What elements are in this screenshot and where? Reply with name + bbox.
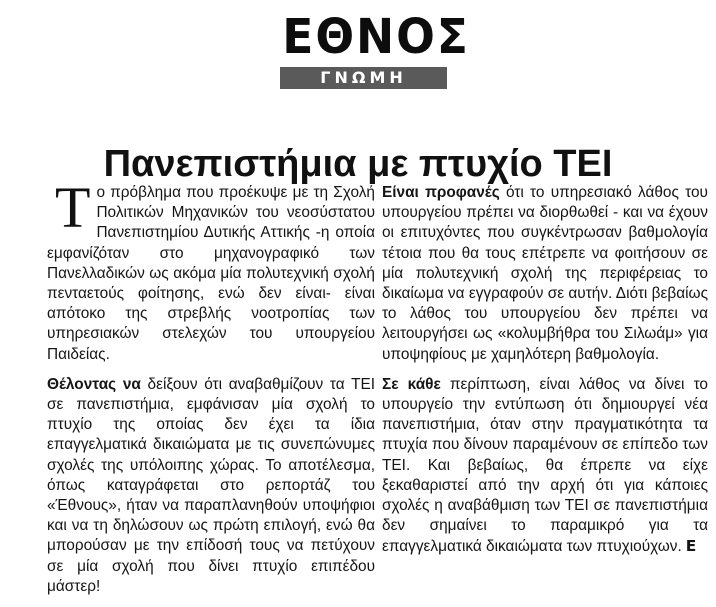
article-headline: Πανεπιστήμια με πτυχίο ΤΕΙ — [103, 143, 613, 186]
paragraph-3 — [382, 183, 708, 365]
paragraph-1 — [47, 175, 375, 365]
paragraph-lead: Θέλοντας να — [47, 375, 141, 393]
article-column-left — [47, 175, 376, 607]
article-column-right — [382, 183, 708, 568]
section-label: ΓΝΩΜΗ — [280, 67, 447, 89]
paragraph-lead: Είναι προφανές — [382, 184, 500, 201]
newspaper-name: ΕΘΝΟΣ — [282, 9, 470, 65]
paragraph-lead: Σε κάθε — [382, 375, 441, 393]
drop-cap: Τ — [55, 175, 91, 240]
paragraph-text: δείξουν ότι αναβαθμίζουν τα ΤΕΙ σε πανεπιστήμια, εμφάνισαν μία σχολή το πτυχίο της οποίας δεν έχει τα ίδια επαγγελματικά δικαιώματα με τις συνεπώνυμες σχολές της υπόλοιπης χώρας. Το αποτέλεσμα, όπως καταγράφεται στο ρεπορτάζ του «Έθνους», ήταν να παραπλανηθούν υποψήφιοι και να τη δηλώσουν ως πρώτη επιλογή, ενώ θα μπορούσαν με την επίδοσή τους να πετύχουν σε μία σχολή που δίνει πτυχίο επιπέδου μάστερ! — [47, 375, 376, 595]
end-of-article-mark: Ε — [685, 537, 697, 556]
paragraph-4 — [382, 375, 708, 558]
paragraph-text: ο πρόβλημα που προέκυψε με τη Σχολή Πολιτικών Μηχανικών του νεοσύστατου Πανεπιστημίου Δυτικής Αττικής -η οποία εμφανίζόταν στο μηχανογραφικό των Πανελλαδικών ως ακόμα μία πολυτεχνική σχολή πενταετούς φοίτησης, ενώ δεν είναι- είναι απότοκο της στρεβλής νοοτροπίας των υπηρεσιακών στελεχών του υπουργείου Παιδείας. — [47, 184, 375, 363]
paragraph-text: ότι το υπηρεσιακό λάθος του υπουργείου πρέπει να διορθωθεί - και να έχουν οι επιτυχόντες που συγκέντρωσαν βαθμολογία τέτοια που θα τους επέτρεπε να φοιτήσουν σε μία πολυτεχνική σχολή της περιφέρειας το δικαίωμα να εγγραφούν σε αυτήν. Διότι βεβαίως το λάθος του υπουργείου δεν πρέπει να λειτουργήσει ως «κολυμβήθρα του Σιλωάμ» για υποψηφίους με χαμηλότερη βαθμολογία. — [382, 184, 708, 363]
paragraph-2 — [47, 375, 375, 597]
paragraph-text: περίπτωση, είναι λάθος να δίνει το υπουργείο την εντύπωση ότι δημιουργεί νέα πανεπιστήμια, όταν στην πραγματικότητα τα πτυχία που δίνουν παραμένουν σε επίπεδο των ΤΕΙ. Και βεβαίως, θα έπρεπε να είχε ξεκαθαριστεί από την αρχή ότι για κάποιες σχολές η αναβάθμιση των ΤΕΙ σε πανεπιστήμια δεν σημαίνει το παραμικρό για τα επαγγελματικά δικαιώματα των πτυχιούχων. — [382, 375, 708, 556]
masthead — [0, 0, 716, 96]
